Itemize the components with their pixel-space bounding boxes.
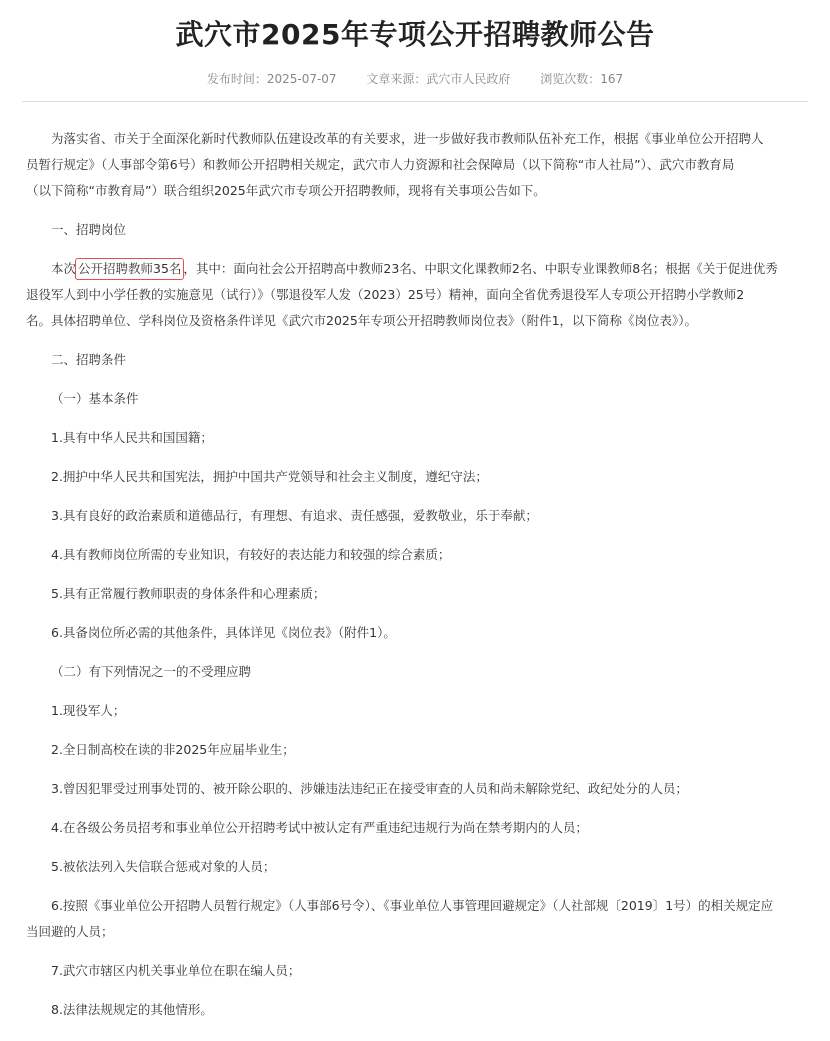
section-1-paragraph: [26, 256, 806, 334]
exclusion-item: 2.全日制高校在读的非2025年应届毕业生；: [51, 742, 295, 757]
section-1-line-1-rest: ，其中：面向社会公开招聘高中教师23名、中职文化课教师2名、中职专业课教师8名；根据《关于促进优秀: [183, 261, 778, 276]
section-1-line-3: 名。具体招聘单位、学科岗位及资格条件详见《武穴市2025年专项公开招聘教师岗位表》（附件1，以下简称《岗位表》）。: [26, 313, 698, 328]
intro-line-2: 员暂行规定》（人事部令第6号）和教师公开招聘相关规定，武穴市人力资源和社会保障局（以下简称“市人社局”）、武穴市教育局: [26, 157, 735, 172]
intro-line-3: （以下简称“市教育局”）联合组织2025年武穴市专项公开招聘教师，现将有关事项公告如下。: [26, 183, 546, 198]
exclusion-item: 5.被依法列入失信联合惩戒对象的人员；: [51, 859, 276, 874]
intro-line-1: 为落实省、市关于全面深化新时代教师队伍建设改革的有关要求，进一步做好我市教师队伍补充工作，根据《事业单位公开招聘人: [51, 131, 764, 146]
intro-paragraph: [26, 126, 806, 204]
article-title: 武穴市2025年专项公开招聘教师公告: [175, 18, 655, 51]
basic-condition-item: 1.具有中华人民共和国国籍；: [51, 430, 213, 445]
article-source: 文章来源：武穴市人民政府: [366, 72, 511, 86]
view-count: 浏览次数：167: [540, 72, 624, 86]
section-1-heading: 一、招聘岗位: [51, 222, 127, 237]
basic-conditions-heading: （一）基本条件: [51, 391, 139, 406]
exclusion-item: 1.现役军人；: [51, 703, 126, 718]
header-divider: [22, 101, 808, 102]
basic-condition-item: 5.具有正常履行教师职责的身体条件和心理素质；: [51, 586, 326, 601]
section-1-line-2: 退役军人到中小学任教的实施意见（试行）》（鄂退役军人发（2023）25号）精神，面向全省优秀退役军人专项公开招聘小学教师2: [26, 287, 745, 302]
exclusion-item-6: [26, 893, 806, 945]
exclusion-item: 3.曾因犯罪受过刑事处罚的、被开除公职的、涉嫌违法违纪正在接受审查的人员和尚未解除党纪、政纪处分的人员；: [51, 781, 688, 796]
exclusion-item: 4.在各级公务员招考和事业单位公开招聘考试中被认定有严重违纪违规行为尚在禁考期内的人员；: [51, 820, 588, 835]
exclusion-item-6-line-2: 当回避的人员；: [26, 924, 114, 939]
exclusion-item-6-line-1: 6.按照《事业单位公开招聘人员暂行规定》（人事部6号令）、《事业单位人事管理回避规定》（人社部规〔2019〕1号）的相关规定应: [51, 898, 774, 913]
section-1-line-1: [26, 256, 806, 282]
highlighted-recruitment-count: 公开招聘教师35名: [75, 258, 184, 280]
article-body: [26, 126, 806, 1036]
section-2-heading: 二、招聘条件: [51, 352, 127, 367]
exclusion-item-8: 8.法律法规规定的其他情形。: [51, 1002, 213, 1017]
basic-condition-item: 3.具有良好的政治素质和道德品行，有理想、有追求、责任感强，爱教敬业，乐于奉献；: [51, 508, 538, 523]
exclusions-heading: （二）有下列情况之一的不受理应聘: [51, 664, 252, 679]
article-meta: [0, 70, 830, 88]
basic-condition-item: 6.具备岗位所必需的其他条件，具体详见《岗位表》（附件1）。: [51, 625, 396, 640]
basic-condition-item: 4.具有教师岗位所需的专业知识，有较好的表达能力和较强的综合素质；: [51, 547, 451, 562]
exclusion-item-7: 7.武穴市辖区内机关事业单位在职在编人员；: [51, 963, 301, 978]
publish-time: 发布时间：2025-07-07: [206, 72, 337, 86]
section-1-prefix: 本次: [51, 261, 77, 276]
basic-condition-item: 2.拥护中华人民共和国宪法，拥护中国共产党领导和社会主义制度，遵纪守法；: [51, 469, 488, 484]
